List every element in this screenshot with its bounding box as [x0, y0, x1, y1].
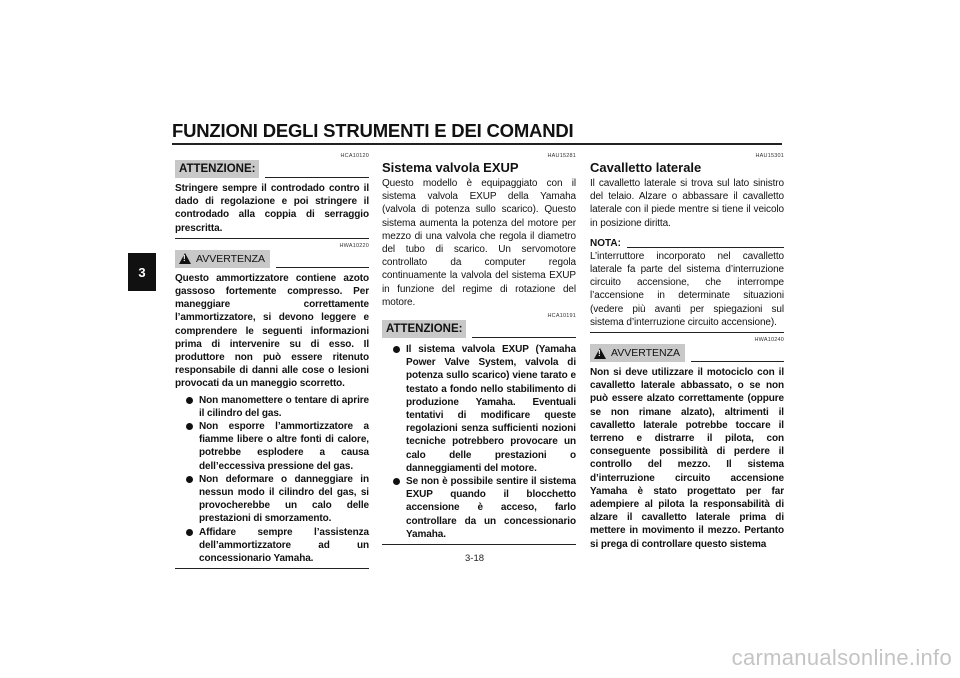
list-item: Se non è possibile sentire il sistema EXUP quando il blocchetto accensione è acceso, farlo controllare da un concessionario Yamaha.: [393, 475, 576, 541]
list-item: Il sistema valvola EXUP (Yamaha Power Valve System, valvola di potenza sullo scarico) viene tarato e testato a fondo nello stabilimento di produzione Yamaha. Eventuali tentativi di modificare queste regolazioni senza sufficienti nozioni tecniche potrebbero provocare un calo delle prestazioni o danneggiamenti del motore.: [393, 343, 576, 475]
section-end-rule: [590, 332, 784, 333]
attention-header: [175, 160, 369, 178]
bullet-icon: [186, 476, 193, 483]
warning-header: [175, 250, 369, 268]
list-item: Affidare sempre l’assistenza dell’ammortizzatore ad un concessionario Yamaha.: [186, 526, 369, 566]
warning-triangle-icon: [179, 253, 191, 264]
chapter-tab: 3: [128, 253, 156, 291]
reference-code: HAU15281: [547, 153, 576, 159]
bullet-icon: [186, 529, 193, 536]
attention-bullet-list: [382, 343, 576, 541]
section-title: Cavalletto laterale: [590, 160, 702, 175]
section-body: Questo modello è equipaggiato con il sistema valvola EXUP della Yamaha (valvola di potenza sullo scarico). Questo sistema aumenta la potenza del motore per mezzo di una valvola che regola il diametro del tubo di scarico. Un servomotore controllato da computer regola continuamente la valvola del sistema EXUP in funzione del regime di rotazione del motore.: [382, 178, 576, 308]
warning-label: AVVERTENZA: [196, 252, 266, 265]
warning-header: [590, 344, 784, 362]
header-rule: [691, 361, 784, 362]
section-title: Sistema valvola EXUP: [382, 160, 519, 175]
attention-badge: ATTENZIONE:: [382, 320, 466, 338]
column-middle: [382, 152, 576, 545]
page-title: FUNZIONI DEGLI STRUMENTI E DEI COMANDI: [172, 120, 574, 141]
bullet-icon: [393, 346, 400, 353]
list-item: Non manomettere o tentare di aprire il cilindro del gas.: [186, 394, 369, 420]
bullet-icon: [186, 423, 193, 430]
header-rule: [265, 177, 369, 178]
warning-text: Non si deve utilizzare il motociclo con il cavalletto laterale abbassato, o se non può essere alzato correttamente (oppure se non rimane alzato), altrimenti il cavalletto laterale potrebbe toccare il terreno e distrarre il pilota, con conseguente possibilità di perdere il controllo del mezzo. Il sistema d’interruzione circuito accensione Yamaha è stato progettato per far adempiere al pilota la responsabilità di alzare il cavalletto laterale prima di mettere in movimento il mezzo. Pertanto si prega di controllare questo sistema: [590, 367, 784, 550]
warning-label: AVVERTENZA: [611, 347, 681, 360]
warning-badge: [175, 250, 270, 268]
header-rule: [276, 267, 369, 268]
reference-code: HAU15301: [755, 153, 784, 159]
column-right: [590, 152, 784, 554]
reference-code: HWA10220: [339, 242, 369, 249]
warning-triangle-icon: [594, 348, 606, 359]
attention-header: [382, 320, 576, 338]
section-end-rule: [175, 568, 369, 569]
attention-badge: ATTENZIONE:: [175, 160, 259, 178]
watermark: carmanualsonline.info: [731, 645, 952, 670]
title-rule: [172, 143, 782, 145]
section-body: Il cavalletto laterale si trova sul lato sinistro del telaio. Alzare o abbassare il cavalletto laterale con il piede mentre si tiene il veicolo in posizione diritta.: [590, 178, 784, 229]
list-item: Non deformare o danneggiare in nessun modo il cilindro del gas, si provocherebbe un calo delle prestazioni di smorzamento.: [186, 473, 369, 526]
section-end-rule: [175, 238, 369, 239]
reference-code: HWA10240: [754, 337, 784, 344]
column-left: [175, 152, 369, 569]
note-text: L’interruttore incorporato nel cavalletto laterale fa parte del sistema d’interruzione circuito accensione, che interrompe l’accensione in determinate situazioni (vedere più avanti per spiegazioni sul sistema d’interruzione circuito accensione).: [590, 250, 784, 328]
header-rule: [472, 337, 576, 338]
warning-bullet-list: [175, 394, 369, 566]
reference-code: HCA10191: [547, 313, 576, 320]
page-number: 3-18: [465, 553, 485, 564]
list-item: Non esporre l’ammortizzatore a fiamme libere o altre fonti di calore, potrebbe esplodere a causa dell’eccessiva pressione del gas.: [186, 420, 369, 473]
note-label: NOTA:: [590, 237, 621, 249]
warning-badge: [590, 344, 685, 362]
reference-code: HCA10120: [340, 153, 369, 159]
attention-text: Stringere sempre il controdado contro il dado di regolazione e poi stringere il controdado alla coppia di serraggio prescritta.: [175, 183, 369, 234]
bullet-icon: [186, 397, 193, 404]
note-header: [590, 238, 784, 250]
bullet-icon: [393, 478, 400, 485]
header-rule: [627, 247, 784, 248]
warning-text: Questo ammortizzatore contiene azoto gassoso fortemente compresso. Per maneggiare correttamente l’ammortizzatore, si devono leggere e comprendere le seguenti informazioni prima di intervenire su di esso. Il produttore non può essere ritenuto responsabile di danni alle cose o lesioni provocati da un maneggio scorretto.: [175, 272, 369, 390]
section-end-rule: [382, 544, 576, 545]
